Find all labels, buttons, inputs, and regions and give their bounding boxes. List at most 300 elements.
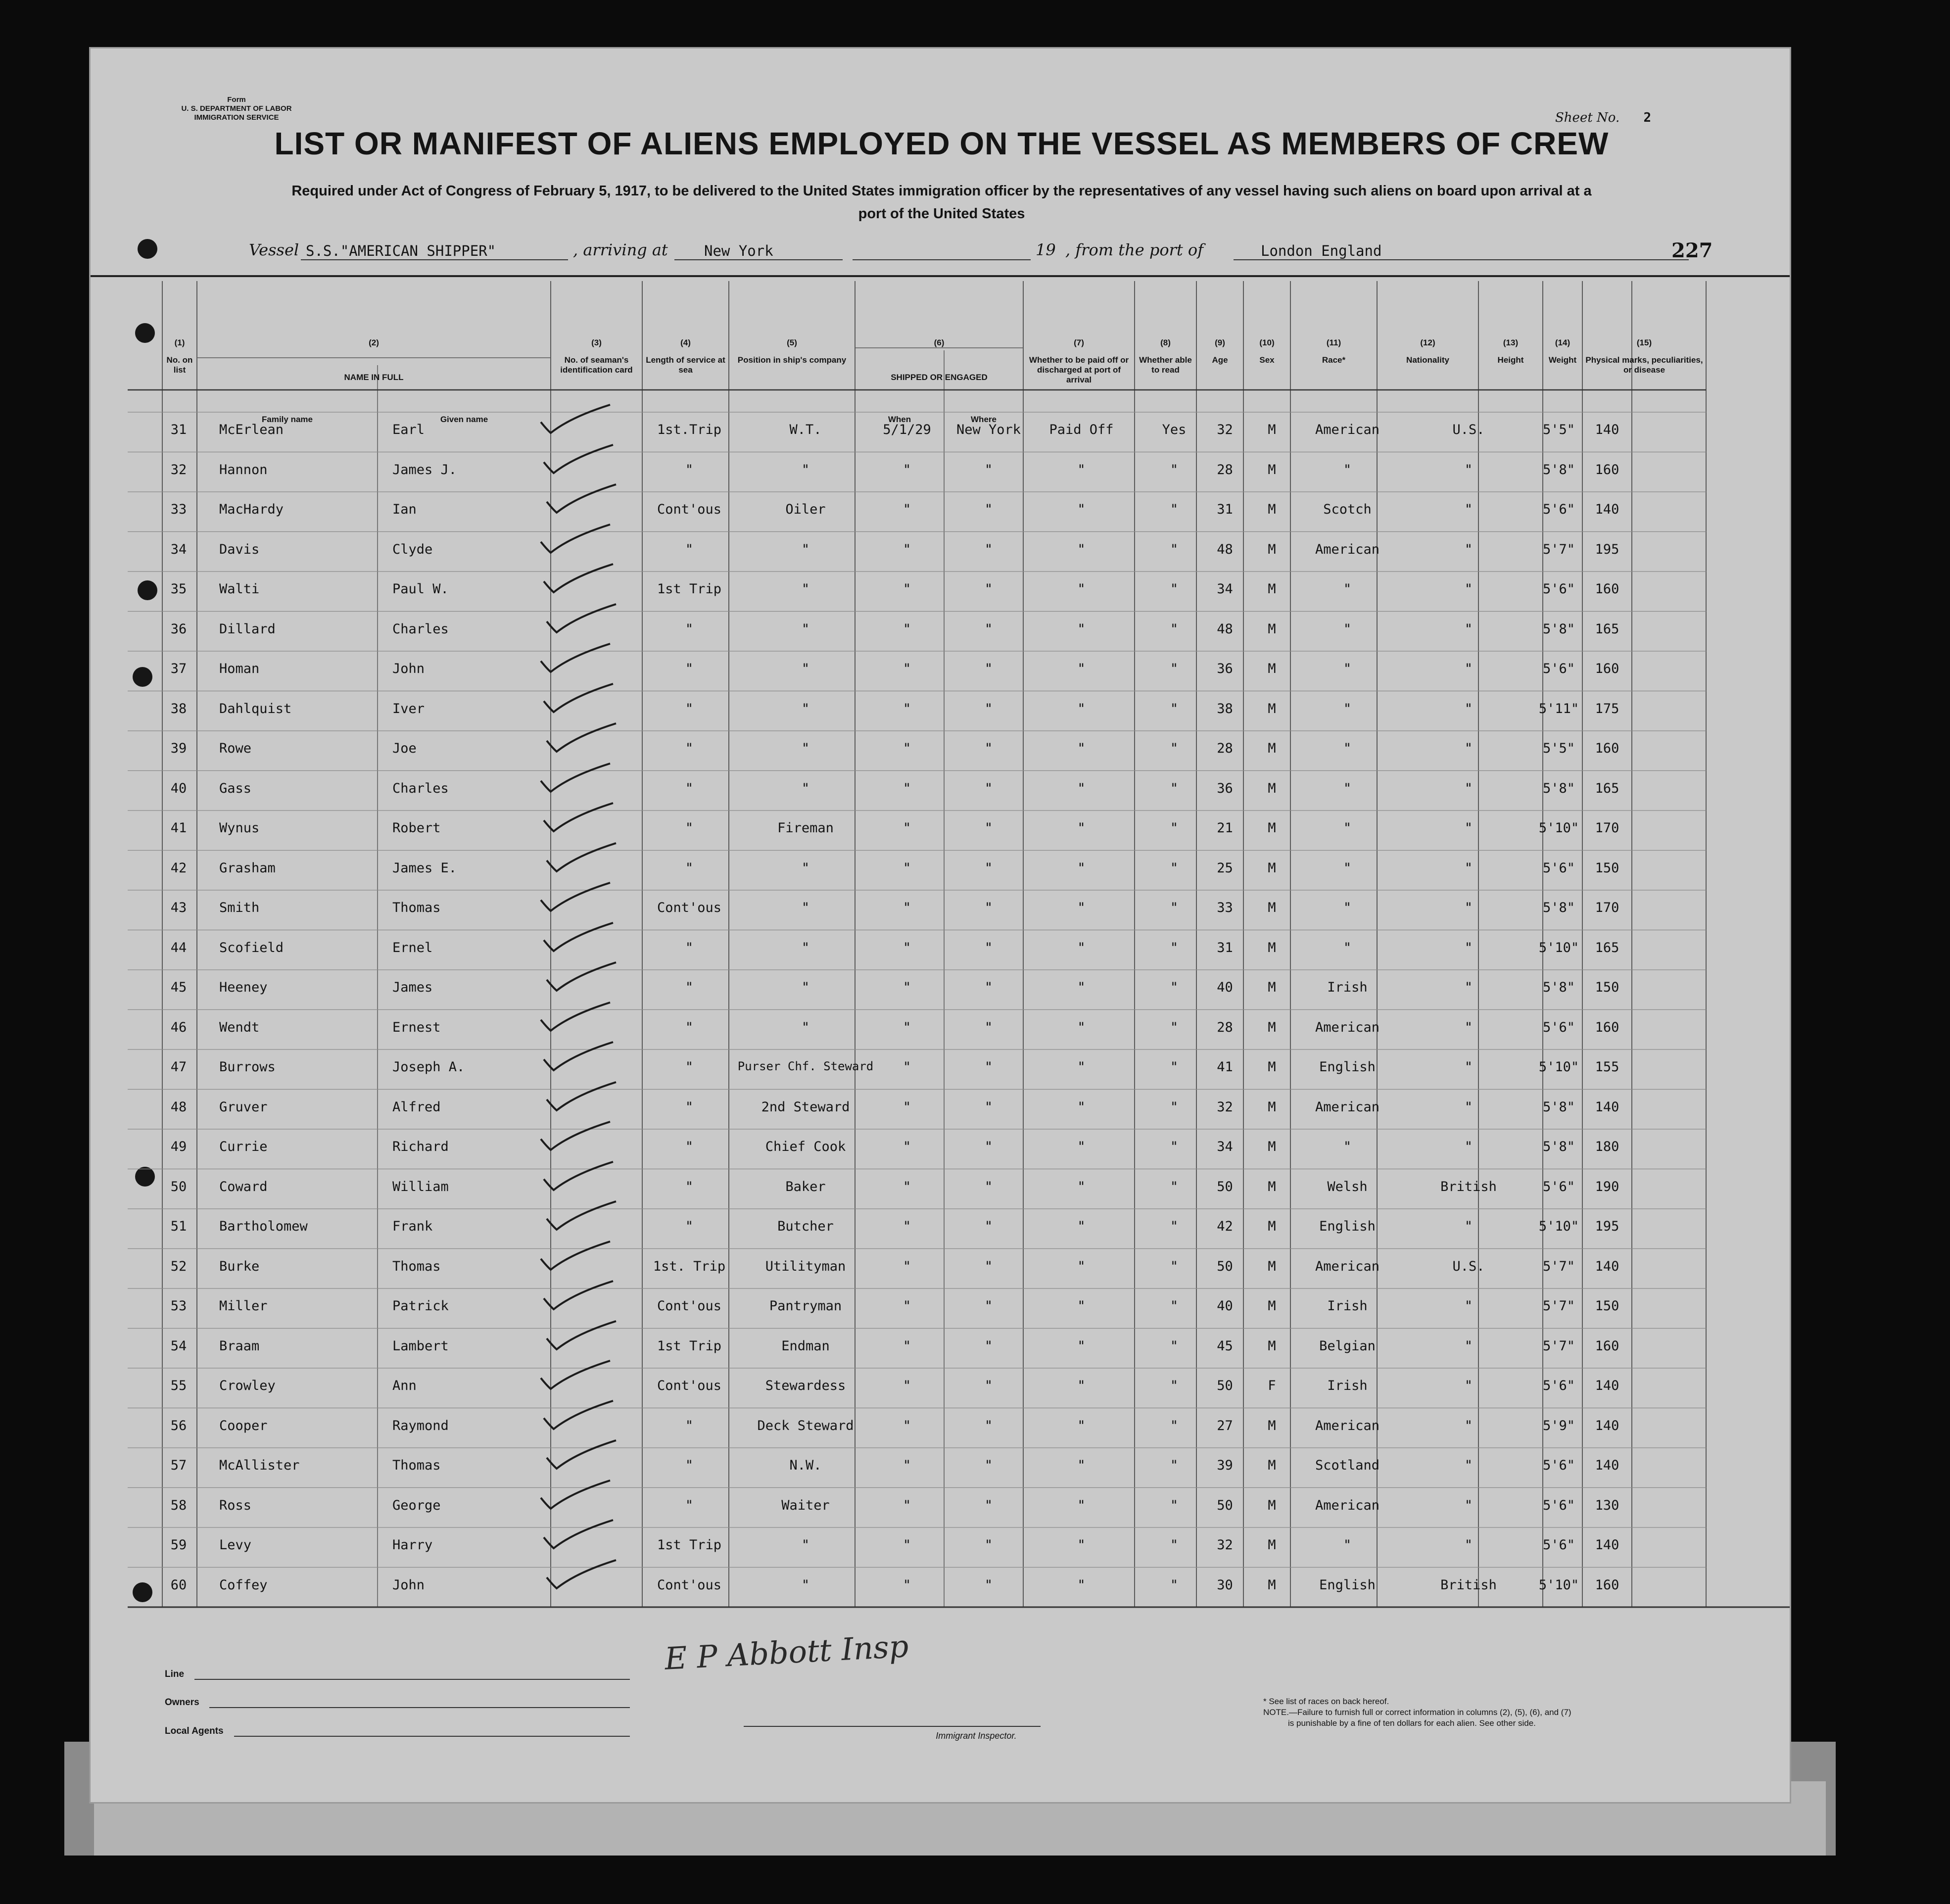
arriving-port: New York — [704, 242, 773, 259]
check-mark-icon — [539, 1518, 628, 1552]
table-row — [91, 661, 1791, 681]
family-name: MacHardy — [219, 502, 284, 517]
height: 5'8" — [1542, 980, 1575, 995]
race: Irish — [1327, 1378, 1368, 1393]
race: English — [1319, 1219, 1376, 1234]
table-row — [91, 1577, 1791, 1597]
shipped-when: " — [903, 1139, 911, 1154]
shipped-when: " — [903, 621, 911, 637]
age: 34 — [1217, 1139, 1233, 1154]
row-number: 56 — [170, 1418, 187, 1433]
shipped-where: " — [984, 1179, 993, 1194]
given-name: Ernel — [392, 940, 433, 955]
check-mark-icon — [542, 482, 631, 517]
footnote-races: * See list of races on back hereof. — [1263, 1697, 1389, 1706]
weight: 140 — [1595, 1099, 1619, 1115]
shipped-when: " — [903, 980, 911, 995]
race: American — [1315, 1258, 1380, 1274]
check-mark-icon — [542, 1558, 631, 1592]
table-row — [91, 1378, 1791, 1398]
position: " — [801, 1537, 810, 1553]
age: 50 — [1217, 1258, 1233, 1274]
position: " — [801, 980, 810, 995]
check-stroke — [544, 1042, 613, 1070]
position: " — [801, 940, 810, 955]
check-stroke — [544, 684, 613, 712]
shipped-where: " — [984, 462, 993, 477]
height: 5'6" — [1542, 1019, 1575, 1035]
shipped-when: " — [903, 581, 911, 597]
paid-off: " — [1077, 741, 1086, 756]
family-name: McAllister — [219, 1458, 300, 1473]
given-name: Patrick — [392, 1298, 449, 1314]
table-row — [91, 1458, 1791, 1477]
shipped-where: " — [984, 820, 993, 836]
column-number: (14) — [1555, 338, 1570, 347]
check-stroke — [544, 1281, 613, 1309]
column-number: (13) — [1503, 338, 1519, 347]
row-number: 44 — [170, 940, 187, 955]
shipped-where: " — [984, 1418, 993, 1433]
given-name: Thomas — [392, 1458, 441, 1473]
length-of-service: " — [685, 820, 694, 836]
race: Scotland — [1315, 1458, 1380, 1473]
age: 31 — [1217, 502, 1233, 517]
shipped-when: " — [903, 1458, 911, 1473]
subtitle-line-1: Required under Act of Congress of February 5, 1917, to be delivered to the United States immigration officer by the representatives of any vessel having such aliens on board upon arrival at a — [291, 183, 1592, 199]
check-mark-icon — [542, 1438, 631, 1473]
position: " — [801, 860, 810, 876]
sex: M — [1268, 1537, 1276, 1553]
table-row — [91, 701, 1791, 721]
sex: M — [1268, 621, 1276, 637]
year-label: 19 — [1036, 240, 1056, 259]
family-name: Scofield — [219, 940, 284, 955]
shipped-when: " — [903, 1179, 911, 1194]
length-of-service: " — [685, 1179, 694, 1194]
given-name: John — [392, 1577, 425, 1593]
position: " — [801, 741, 810, 756]
nationality: " — [1464, 502, 1473, 517]
inspector-field — [744, 1726, 1041, 1727]
position: " — [801, 462, 810, 477]
row-number: 39 — [170, 741, 187, 756]
owners-field — [209, 1707, 630, 1708]
sex: M — [1268, 1497, 1276, 1513]
nationality: " — [1464, 780, 1473, 796]
check-stroke — [547, 843, 616, 871]
subcolumn-label: Family name — [262, 415, 313, 424]
given-name: Frank — [392, 1219, 433, 1234]
weight: 165 — [1595, 940, 1619, 955]
weight: 160 — [1595, 741, 1619, 756]
length-of-service: " — [685, 741, 694, 756]
weight: 150 — [1595, 1298, 1619, 1314]
able-to-read: " — [1170, 900, 1179, 915]
family-name: Levy — [219, 1537, 252, 1553]
column-number: (1) — [174, 338, 185, 347]
sex: M — [1268, 541, 1276, 557]
length-of-service: " — [685, 940, 694, 955]
column-number: (11) — [1326, 338, 1341, 347]
row-number: 45 — [170, 980, 187, 995]
shipped-when: " — [903, 1418, 911, 1433]
able-to-read: " — [1170, 462, 1179, 477]
length-of-service: " — [685, 980, 694, 995]
length-of-service: 1st Trip — [657, 581, 722, 597]
length-of-service: Cont'ous — [657, 1378, 722, 1393]
height: 5'6" — [1542, 1378, 1575, 1393]
shipped-where: " — [984, 1019, 993, 1035]
table-row — [91, 1179, 1791, 1199]
shipped-where: " — [984, 980, 993, 995]
race: American — [1315, 422, 1380, 437]
row-number: 47 — [170, 1059, 187, 1075]
shipped-where: " — [984, 1338, 993, 1354]
row-number: 37 — [170, 661, 187, 676]
table-row — [91, 1418, 1791, 1438]
race: American — [1315, 1099, 1380, 1115]
height: 5'9" — [1542, 1418, 1575, 1433]
able-to-read: " — [1170, 820, 1179, 836]
family-name: Bartholomew — [219, 1219, 308, 1234]
given-name: James E. — [392, 860, 457, 876]
service-label: IMMIGRATION SERVICE — [194, 113, 279, 122]
shipped-when: " — [903, 701, 911, 716]
height: 5'8" — [1542, 621, 1575, 637]
sex: M — [1268, 860, 1276, 876]
able-to-read: " — [1170, 1418, 1179, 1433]
height: 5'6" — [1542, 1179, 1575, 1194]
shipped-where: " — [984, 1298, 993, 1314]
able-to-read: " — [1170, 741, 1179, 756]
owners-label: Owners — [165, 1697, 199, 1708]
race: Belgian — [1319, 1338, 1376, 1354]
shipped-when: " — [903, 1298, 911, 1314]
shipped-when: " — [903, 860, 911, 876]
able-to-read: Yes — [1162, 422, 1187, 437]
check-stroke — [547, 1321, 616, 1349]
check-stroke — [541, 644, 610, 672]
position: " — [801, 701, 810, 716]
paid-off: " — [1077, 621, 1086, 637]
race: American — [1315, 1497, 1380, 1513]
shipped-where: " — [984, 1497, 993, 1513]
given-name: William — [392, 1179, 449, 1194]
weight: 140 — [1595, 1378, 1619, 1393]
race: " — [1343, 940, 1352, 955]
check-stroke — [541, 763, 610, 792]
nationality: " — [1464, 1338, 1473, 1354]
weight: 175 — [1595, 701, 1619, 716]
table-row — [91, 621, 1791, 641]
able-to-read: " — [1170, 701, 1179, 716]
check-mark-icon — [539, 681, 628, 716]
row-number: 35 — [170, 581, 187, 597]
check-stroke — [541, 1002, 610, 1031]
sex: M — [1268, 502, 1276, 517]
family-name: Braam — [219, 1338, 260, 1354]
immigrant-inspector-label: Immigrant Inspector. — [936, 1731, 1017, 1741]
row-number: 43 — [170, 900, 187, 915]
weight: 160 — [1595, 661, 1619, 676]
row-number: 58 — [170, 1497, 187, 1513]
shipped-when: " — [903, 541, 911, 557]
nationality: U.S. — [1452, 422, 1485, 437]
race: " — [1343, 780, 1352, 796]
able-to-read: " — [1170, 1219, 1179, 1234]
check-stroke — [541, 883, 610, 911]
check-stroke — [547, 1560, 616, 1588]
position: Purser Chf. Steward — [737, 1059, 874, 1073]
able-to-read: " — [1170, 1378, 1179, 1393]
paid-off: " — [1077, 1019, 1086, 1035]
table-row — [91, 1099, 1791, 1119]
given-name: Harry — [392, 1537, 433, 1553]
from-label: , from the port of — [1065, 240, 1204, 259]
check-mark-icon — [539, 1040, 628, 1074]
position: Fireman — [777, 820, 834, 836]
height: 5'7" — [1542, 1338, 1575, 1354]
row-number: 36 — [170, 621, 187, 637]
length-of-service: " — [685, 1458, 694, 1473]
weight: 160 — [1595, 581, 1619, 597]
check-mark-icon — [542, 841, 631, 875]
nationality: " — [1464, 462, 1473, 477]
age: 32 — [1217, 1537, 1233, 1553]
age: 45 — [1217, 1338, 1233, 1354]
check-stroke — [544, 923, 613, 951]
paid-off: " — [1077, 820, 1086, 836]
family-name: Davis — [219, 541, 260, 557]
shipped-when: " — [903, 1378, 911, 1393]
age: 34 — [1217, 581, 1233, 597]
able-to-read: " — [1170, 1497, 1179, 1513]
shipped-where: " — [984, 780, 993, 796]
length-of-service: Cont'ous — [657, 1298, 722, 1314]
table-row — [91, 741, 1791, 761]
shipped-where: " — [984, 661, 993, 676]
nationality: " — [1464, 1019, 1473, 1035]
row-number: 32 — [170, 462, 187, 477]
height: 5'6" — [1542, 860, 1575, 876]
length-of-service: Cont'ous — [657, 502, 722, 517]
nationality: " — [1464, 1537, 1473, 1553]
nationality: " — [1464, 581, 1473, 597]
sex: M — [1268, 1258, 1276, 1274]
shipped-where: " — [984, 860, 993, 876]
family-name: Ross — [219, 1497, 252, 1513]
paid-off: " — [1077, 462, 1086, 477]
paid-off: " — [1077, 900, 1086, 915]
paid-off: " — [1077, 1458, 1086, 1473]
race: " — [1343, 1139, 1352, 1154]
check-mark-icon — [536, 1239, 625, 1274]
age: 32 — [1217, 422, 1233, 437]
paid-off: " — [1077, 1378, 1086, 1393]
family-name: Grasham — [219, 860, 276, 876]
sex: M — [1268, 820, 1276, 836]
sex: M — [1268, 1458, 1276, 1473]
row-number: 48 — [170, 1099, 187, 1115]
height: 5'10" — [1538, 1059, 1579, 1075]
form-label: Form — [227, 95, 246, 104]
table-row — [91, 781, 1791, 801]
family-name: Burke — [219, 1258, 260, 1274]
weight: 140 — [1595, 1458, 1619, 1473]
check-mark-icon — [536, 1358, 625, 1393]
check-stroke — [547, 1201, 616, 1230]
nationality: " — [1464, 980, 1473, 995]
sex: M — [1268, 661, 1276, 676]
given-name: Richard — [392, 1139, 449, 1154]
check-mark-icon — [539, 1159, 628, 1194]
race: " — [1343, 462, 1352, 477]
handwritten-sheet-number: 227 — [1671, 239, 1713, 262]
able-to-read: " — [1170, 1458, 1179, 1473]
sex: M — [1268, 1418, 1276, 1433]
family-name: Walti — [219, 581, 260, 597]
shipped-when: " — [903, 1059, 911, 1075]
position: Stewardess — [765, 1378, 846, 1393]
shipped-where: " — [984, 502, 993, 517]
nationality: " — [1464, 541, 1473, 557]
family-name: Coffey — [219, 1577, 268, 1593]
column-number: (3) — [591, 338, 602, 347]
table-row — [91, 1537, 1791, 1557]
check-stroke — [541, 1480, 610, 1509]
column-number: (10) — [1259, 338, 1275, 347]
check-mark-icon — [539, 920, 628, 955]
height: 5'6" — [1542, 661, 1575, 676]
family-name: Coward — [219, 1179, 268, 1194]
race: " — [1343, 820, 1352, 836]
sex: M — [1268, 1338, 1276, 1354]
column-label: Physical marks, peculiarities, or disease — [1585, 355, 1703, 375]
check-stroke — [541, 524, 610, 553]
check-mark-icon — [536, 402, 625, 437]
race: " — [1343, 661, 1352, 676]
age: 38 — [1217, 701, 1233, 716]
age: 41 — [1217, 1059, 1233, 1075]
nationality: " — [1464, 741, 1473, 756]
able-to-read: " — [1170, 980, 1179, 995]
column-label: No. of seaman's identification card — [560, 355, 633, 375]
shipped-when: " — [903, 1219, 911, 1234]
nationality: " — [1464, 621, 1473, 637]
sex: M — [1268, 780, 1276, 796]
weight: 140 — [1595, 1537, 1619, 1553]
length-of-service: " — [685, 462, 694, 477]
age: 50 — [1217, 1179, 1233, 1194]
shipped-when: " — [903, 661, 911, 676]
check-mark-icon — [539, 562, 628, 596]
row-number: 57 — [170, 1458, 187, 1473]
column-number: (7) — [1074, 338, 1084, 347]
weight: 160 — [1595, 462, 1619, 477]
given-name: Ann — [392, 1378, 417, 1393]
given-name: Thomas — [392, 1258, 441, 1274]
weight: 160 — [1595, 1577, 1619, 1593]
position: 2nd Steward — [761, 1099, 850, 1115]
able-to-read: " — [1170, 1298, 1179, 1314]
paid-off: " — [1077, 1099, 1086, 1115]
nationality: " — [1464, 1378, 1473, 1393]
column-number: (5) — [787, 338, 797, 347]
age: 36 — [1217, 780, 1233, 796]
column-label: Race* — [1322, 355, 1346, 365]
shipped-when: " — [903, 1258, 911, 1274]
family-name: Gass — [219, 780, 252, 796]
able-to-read: " — [1170, 502, 1179, 517]
race: " — [1343, 900, 1352, 915]
row-number: 55 — [170, 1378, 187, 1393]
subtitle-line-2: port of the United States — [858, 206, 1025, 222]
shipped-where: " — [984, 621, 993, 637]
row-number: 53 — [170, 1298, 187, 1314]
age: 40 — [1217, 980, 1233, 995]
row-number: 38 — [170, 701, 187, 716]
length-of-service: " — [685, 1019, 694, 1035]
family-name: Homan — [219, 661, 260, 676]
weight: 140 — [1595, 1418, 1619, 1433]
race: American — [1315, 541, 1380, 557]
position: Oiler — [785, 502, 826, 517]
row-number: 46 — [170, 1019, 187, 1035]
age: 50 — [1217, 1497, 1233, 1513]
age: 21 — [1217, 820, 1233, 836]
age: 36 — [1217, 661, 1233, 676]
paid-off: " — [1077, 980, 1086, 995]
subcolumn-label: Given name — [440, 415, 488, 424]
position: Waiter — [781, 1497, 830, 1513]
length-of-service: 1st.Trip — [657, 422, 722, 437]
position: Endman — [781, 1338, 830, 1354]
check-stroke — [547, 604, 616, 632]
family-name: Heeney — [219, 980, 268, 995]
shipped-when: " — [903, 1537, 911, 1553]
family-name: Miller — [219, 1298, 268, 1314]
sex: M — [1268, 741, 1276, 756]
sheet-value: 2 — [1643, 110, 1652, 125]
check-stroke — [544, 1520, 613, 1548]
age: 40 — [1217, 1298, 1233, 1314]
length-of-service: " — [685, 860, 694, 876]
table-row — [91, 1338, 1791, 1358]
check-stroke — [544, 803, 613, 831]
given-name: Earl — [392, 422, 425, 437]
able-to-read: " — [1170, 1059, 1179, 1075]
sex: M — [1268, 900, 1276, 915]
check-stroke — [547, 723, 616, 752]
shipped-where: " — [984, 1258, 993, 1274]
weight: 190 — [1595, 1179, 1619, 1194]
race: " — [1343, 701, 1352, 716]
family-name: Crowley — [219, 1378, 276, 1393]
row-number: 42 — [170, 860, 187, 876]
given-name: Joseph A. — [392, 1059, 465, 1075]
height: 5'7" — [1542, 541, 1575, 557]
nationality: " — [1464, 1059, 1473, 1075]
race: " — [1343, 741, 1352, 756]
paid-off: " — [1077, 701, 1086, 716]
check-mark-icon — [542, 721, 631, 756]
height: 5'6" — [1542, 1458, 1575, 1473]
check-mark-icon — [539, 1279, 628, 1313]
check-mark-icon — [542, 602, 631, 636]
family-name: Wendt — [219, 1019, 260, 1035]
position: " — [801, 661, 810, 676]
